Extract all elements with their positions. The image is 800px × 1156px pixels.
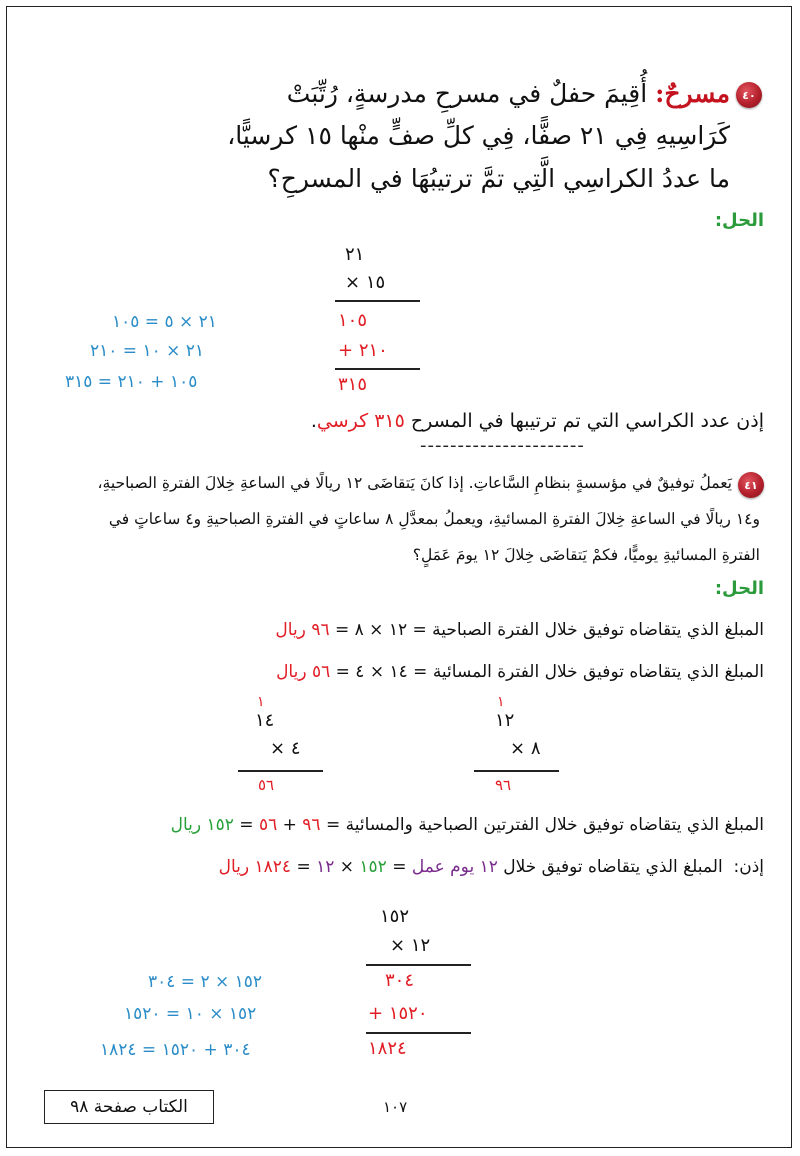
- mult-second: × ٤: [270, 738, 301, 759]
- problem-number-badge: [738, 472, 764, 498]
- step-text: المبلغ الذي يتقاضاه توفيق خلال الفترة الصباحية = ١٢ × ٨ =: [334, 620, 764, 640]
- problem40-line2: كَرَاسِيهِ فِي ٢١ صفًّا، فِي كلِّ صفٍّ منْها ١٥ كرسيًّا،: [227, 121, 730, 150]
- step-days: ١٢ يوم عمل: [411, 857, 498, 877]
- solution-label: الحل:: [714, 210, 764, 231]
- step-operand: ١٢: [316, 857, 335, 877]
- step-value: ١٥٢ ريال: [170, 815, 234, 835]
- plus-sign: +: [282, 815, 297, 835]
- step-text: المبلغ الذي يتقاضاه توفيق خلال الفترة المسائية = ١٤ × ٤ =: [335, 662, 764, 682]
- mult-top: ٢١: [345, 244, 365, 265]
- mult-line: [366, 964, 471, 966]
- side-equation: ١٥٢ × ٢ = ٣٠٤: [148, 972, 263, 992]
- side-equation: ٣٠٤ + ١٥٢٠ = ١٨٢٤: [100, 1040, 251, 1060]
- problem40-line3: ما عددُ الكراسِي الَّتِي تمَّ ترتيبُهَا في المسرحِ؟: [267, 164, 730, 193]
- mult-partial2: + ١٥٢٠: [368, 1003, 428, 1024]
- problem41-line2: و١٤ ريالًا في الساعةِ خِلالَ الفترةِ المسائيةِ، ويعملُ بمعدَّلِ ٨ ساعاتٍ في الفترةِ الصباحيةِ و٤ ساعاتٍ في: [108, 510, 760, 528]
- step-prefix: إذن:: [733, 857, 764, 877]
- mult-partial2: + ٢١٠: [338, 340, 388, 361]
- equals-sign: =: [392, 857, 407, 877]
- mult-partial1: ١٠٥: [338, 310, 368, 331]
- step-total: [171, 815, 764, 835]
- side-equation: ١٥٢ × ١٠ = ١٥٢٠: [124, 1004, 257, 1024]
- mult-line: [335, 300, 420, 302]
- problem-text: أُقِيمَ حفلٌ في مسرحِ مدرسةٍ، رُتِّبَتْ: [286, 79, 648, 108]
- times-sign: ×: [339, 857, 355, 877]
- step-operand: ٩٦: [302, 815, 321, 835]
- equals-sign: =: [296, 857, 311, 877]
- step-evening: [276, 662, 764, 682]
- separator: ----------------------: [420, 435, 585, 456]
- step-text: المبلغ الذي يتقاضاه توفيق خلال الفترتين الصباحية والمسائية =: [325, 815, 764, 835]
- side-equation: ٢١ × ١٠ = ٢١٠: [90, 341, 205, 361]
- mult-top: ١٤: [255, 710, 275, 731]
- conclusion: [311, 410, 764, 432]
- mult-top: ١٥٢: [380, 906, 410, 927]
- step-morning: [275, 620, 764, 640]
- problem-keyword: مسرحٌ:: [655, 79, 730, 108]
- mult-second: × ١٥: [345, 272, 386, 293]
- step-value: ٩٦ ريال: [275, 620, 330, 640]
- conclusion-text: إذن عدد الكراسي التي تم ترتيبها في المسرح: [410, 410, 764, 432]
- step-operand: ١٥٢: [359, 857, 387, 877]
- mult-result: ٥٦: [258, 776, 275, 794]
- book-reference-box: [44, 1090, 214, 1124]
- step-value: ٥٦ ريال: [276, 662, 331, 682]
- side-equation: ٢١ × ٥ = ١٠٥: [112, 312, 217, 332]
- problem-number: ٤١: [744, 478, 758, 492]
- problem-number: ٤٠: [742, 88, 756, 102]
- mult-line: [474, 770, 559, 772]
- step-operand: ٥٦: [258, 815, 278, 835]
- page-number: ١٠٧: [383, 1098, 408, 1116]
- side-equation: ١٠٥ + ٢١٠ = ٣١٥: [65, 372, 198, 392]
- mult-result: ٩٦: [495, 776, 512, 794]
- problem41-line1: يَعملُ توفيقٌ في مؤسسةٍ بنظامِ السَّاعاتِ. إذا كانَ يَتقاضَى ١٢ ريالًا في الساعةِ خِلالَ الفترةِ الصباحيةِ،: [97, 474, 732, 492]
- sum-line: [366, 1032, 471, 1034]
- sum-line: [335, 368, 420, 370]
- carry-digit: ١: [257, 694, 265, 710]
- mult-result: ٣١٥: [338, 374, 368, 395]
- solution-label: الحل:: [714, 578, 764, 599]
- mult-line: [238, 770, 323, 772]
- step-value: ١٨٢٤ ريال: [218, 857, 292, 877]
- mult-result: ١٨٢٤: [368, 1038, 407, 1059]
- carry-digit: ١: [497, 694, 505, 710]
- conclusion-value: ٣١٥ كرسي: [316, 410, 405, 432]
- step-final: [219, 857, 764, 877]
- mult-second: × ٨: [510, 738, 541, 759]
- mult-partial1: ٣٠٤: [385, 970, 415, 991]
- book-reference: الكتاب صفحة ٩٨: [70, 1097, 188, 1117]
- equals-sign: =: [239, 815, 254, 835]
- problem41-line3: الفترةِ المسائيةِ يوميًّا، فكمْ يَتقاضَى خِلالَ ١٢ يومَ عَمَلٍ؟: [412, 546, 760, 564]
- step-text: المبلغ الذي يتقاضاه توفيق خلال: [503, 857, 723, 877]
- mult-top: ١٢: [495, 710, 515, 731]
- conclusion-end: .: [310, 410, 317, 432]
- problem-number-badge: [736, 82, 762, 108]
- mult-second: × ١٢: [390, 935, 431, 956]
- problem40-line1: [50, 75, 730, 113]
